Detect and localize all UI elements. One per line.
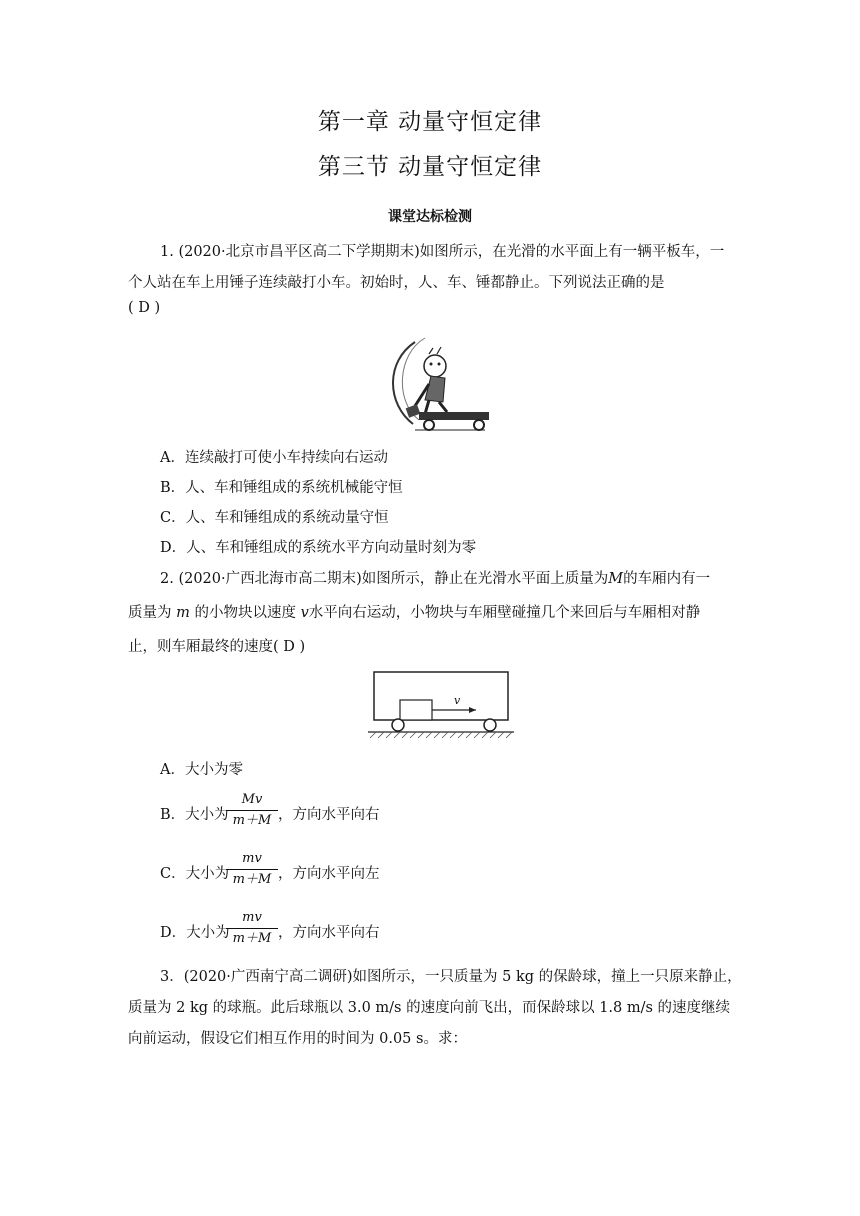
fraction-numerator: mv [242, 910, 262, 925]
fraction-denominator: m＋M [232, 872, 272, 887]
section-heading: 课堂达标检测 [388, 209, 472, 225]
carriage-block-figure [366, 668, 516, 740]
q2-option-b-suffix: ，方向水平向右 [278, 807, 380, 823]
q2-line-2-text-c: 水平向右运动，小物块与车厢壁碰撞几个来回后与车厢相对静 [308, 605, 701, 621]
q3-line-1: 3．(2020·广西南宁高二调研)如图所示，一只质量为 5 kg 的保龄球，撞上一只原来静止， [160, 969, 742, 985]
q1-option-a: A．连续敲打可使小车持续向右运动 [160, 450, 388, 466]
q2-symbol-M: M [608, 571, 624, 587]
q2-line-1 [160, 567, 710, 588]
q1-option-b: B．人、车和锤组成的系统机械能守恒 [160, 480, 403, 496]
q1-answer: ( D ) [128, 300, 161, 316]
fraction-denominator: m＋M [232, 813, 272, 828]
q2-line-3: 止，则车厢最终的速度( D ) [128, 639, 306, 655]
q2-line-2-text-a: 质量为 [128, 605, 172, 621]
q2-option-d-prefix: D．大小为 [160, 925, 230, 941]
q1-option-d: D．人、车和锤组成的系统水平方向动量时刻为零 [160, 540, 477, 556]
q2-symbol-m: m [176, 605, 190, 621]
q1-line-2: 个人站在车上用锤子连续敲打小车。初始时，人、车、锤都静止。下列说法正确的是 [128, 275, 665, 291]
q2-line-2 [128, 601, 700, 622]
q2-line-1-text-b: 的车厢内有一 [623, 571, 711, 587]
q2-symbol-v: v [300, 605, 309, 621]
q2-option-c-prefix: C．大小为 [160, 866, 230, 882]
q2-option-d-fraction [226, 908, 278, 949]
chapter-title: 第一章 动量守恒定律 [317, 109, 543, 135]
q2-option-d-suffix: ，方向水平向右 [278, 925, 380, 941]
q3-line-2: 质量为 2 kg 的球瓶。此后球瓶以 3.0 m/s 的速度向前飞出，而保龄球以 1.8 m/s 的速度继续 [128, 1000, 731, 1016]
fraction-denominator: m＋M [232, 931, 272, 946]
q2-option-b-prefix: B．大小为 [160, 807, 229, 823]
q1-line-1: 1. (2020·北京市昌平区高二下学期期末)如图所示，在光滑的水平面上有一辆平板车，一 [160, 244, 725, 260]
q1-option-c: C．人、车和锤组成的系统动量守恒 [160, 510, 389, 526]
q2-line-2-text-b: 的小物块以速度 [194, 605, 296, 621]
section-title: 第三节 动量守恒定律 [317, 154, 543, 180]
q3-line-3: 向前运动，假设它们相互作用的时间为 0.05 s。求： [128, 1031, 467, 1047]
q2-option-b-fraction [226, 790, 278, 831]
fraction-numerator: Mv [241, 792, 263, 807]
q2-option-c-fraction [226, 849, 278, 890]
figure-velocity-label: v [454, 694, 461, 707]
fraction-numerator: mv [242, 851, 262, 866]
hammer-cart-figure [385, 332, 495, 436]
q2-option-a: A．大小为零 [160, 762, 243, 778]
q2-line-1-text-a: 2. (2020·广西北海市高二期末)如图所示，静止在光滑水平面上质量为 [160, 571, 609, 587]
q2-option-c-suffix: ，方向水平向左 [278, 866, 380, 882]
